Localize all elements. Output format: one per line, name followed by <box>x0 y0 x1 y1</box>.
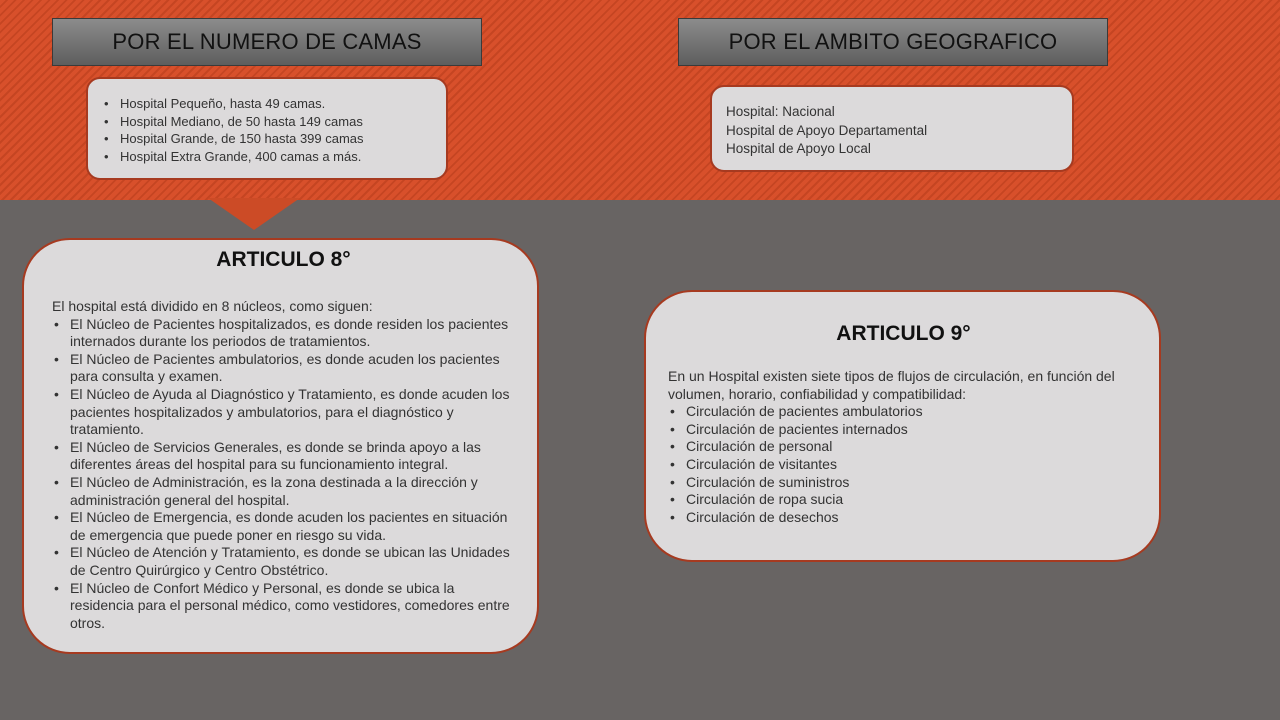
list-item: • Hospital Pequeño, hasta 49 camas. <box>102 95 434 113</box>
numero-camas-heading: POR EL NUMERO DE CAMAS <box>52 18 482 66</box>
list-item: • Circulación de personal <box>668 438 1139 456</box>
list-item: • El Núcleo de Administración, es la zona destinada a la dirección y administración general del hospital. <box>52 474 515 509</box>
list-item: • Hospital Grande, de 150 hasta 399 camas <box>102 130 434 148</box>
articulo-8-title: ARTICULO 8° <box>216 248 351 271</box>
list-item: • Circulación de ropa sucia <box>668 491 1139 509</box>
camas-callout <box>86 77 448 180</box>
articulo-9-list <box>668 403 1139 526</box>
ambito-geografico-heading: POR EL AMBITO GEOGRAFICO <box>678 18 1108 66</box>
articulo-8-card <box>22 238 539 654</box>
articulo-9-card <box>644 290 1161 562</box>
list-item: • El Núcleo de Pacientes ambulatorios, es donde acuden los pacientes para consulta y examen. <box>52 351 515 386</box>
list-item: • Circulación de pacientes internados <box>668 421 1139 439</box>
list-item: • Circulación de desechos <box>668 509 1139 527</box>
articulo-9-title: ARTICULO 9° <box>836 322 971 345</box>
callout-pointer <box>208 198 300 230</box>
list-item: • El Núcleo de Emergencia, es donde acuden los pacientes en situación de emergencia que puede poner en riesgo su vida. <box>52 509 515 544</box>
articulo-8-intro: El hospital está dividido en 8 núcleos, como siguen: <box>52 298 373 314</box>
list-item: • El Núcleo de Confort Médico y Personal, es donde se ubica la residencia para el personal médico, como vestidores, comedores entre otros. <box>52 580 515 633</box>
articulo-8-list <box>52 316 515 633</box>
ambito-line: Hospital de Apoyo Departamental <box>726 122 928 138</box>
list-item: • El Núcleo de Atención y Tratamiento, es donde se ubican las Unidades de Centro Quirúrgico y Centro Obstétrico. <box>52 544 515 579</box>
list-item: • El Núcleo de Servicios Generales, es donde se brinda apoyo a las diferentes áreas del hospital para su funcionamiento integral. <box>52 439 515 474</box>
ambito-line: Hospital: Nacional <box>726 104 835 119</box>
list-item: • Hospital Extra Grande, 400 camas a más. <box>102 148 434 166</box>
articulo-9-intro: En un Hospital existen siete tipos de flujos de circulación, en función del volumen, horario, confiabilidad y compatibilidad: <box>668 368 1115 402</box>
list-item: • Circulación de visitantes <box>668 456 1139 474</box>
ambito-callout <box>710 85 1074 172</box>
list-item: • Hospital Mediano, de 50 hasta 149 camas <box>102 113 434 131</box>
list-item: • Circulación de suministros <box>668 474 1139 492</box>
list-item: • El Núcleo de Pacientes hospitalizados, es donde residen los pacientes internados durante los periodos de tratamientos. <box>52 316 515 351</box>
ambito-line: Hospital de Apoyo Local <box>726 141 871 156</box>
list-item: • El Núcleo de Ayuda al Diagnóstico y Tratamiento, es donde acuden los pacientes hospitalizados y ambulatorios, para el diagnóstico y tratamiento. <box>52 386 515 439</box>
camas-list <box>102 95 434 165</box>
list-item: • Circulación de pacientes ambulatorios <box>668 403 1139 421</box>
